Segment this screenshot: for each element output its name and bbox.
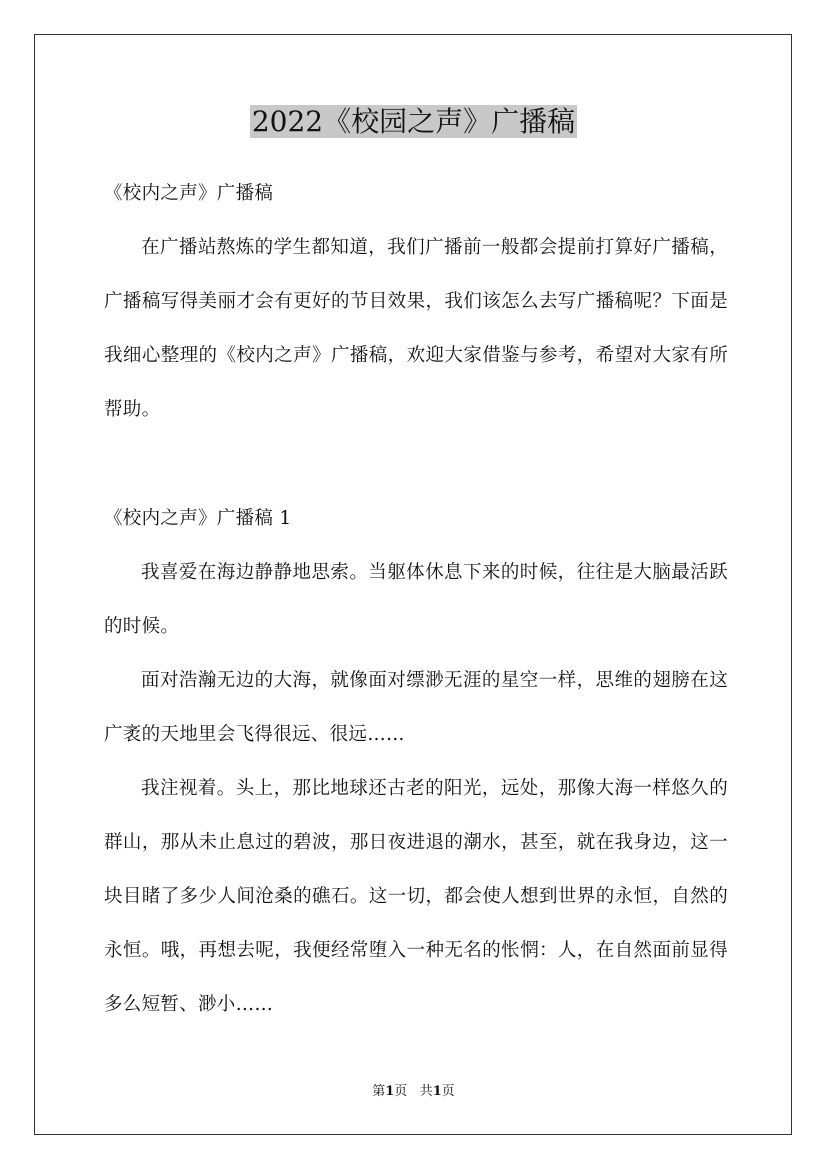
page-footer [0, 1083, 827, 1101]
total-prefix: 共 [419, 1084, 433, 1099]
intro-block [104, 167, 728, 437]
document-title-text: 2022《校园之声》广播稿 [251, 105, 576, 138]
body-paragraph: 面对浩瀚无边的大海，就像面对缥渺无涯的星空一样，思维的翅膀在这广袤的天地里会飞得很远、很远…… [104, 670, 728, 745]
intro-paragraph: 在广播站熬炼的学生都知道，我们广播前一般都会提前打算好广播稿，广播稿写得美丽才会有更好的节目效果，我们该怎么去写广播稿呢？下面是我细心整理的《校内之声》广播稿，欢迎大家借鉴与参考，希望对大家有所帮助。 [104, 237, 728, 420]
body-paragraph: 我注视着。头上，那比地球还古老的阳光，远处，那像大海一样悠久的群山，那从未止息过的碧波，那日夜进退的潮水，甚至，就在我身边，这一块目睹了多少人间沧桑的礁石。这一切，都会使人想到世界的永恒，自然的永恒。哦，再想去呢，我便经常堕入一种无名的怅惘：人，在自然面前显得多么短暂、渺小…… [104, 778, 728, 1015]
subheading: 《校内之声》广播稿 [104, 183, 274, 204]
section-block [104, 492, 728, 1032]
document-title [0, 98, 827, 146]
total-suffix: 页 [441, 1084, 455, 1099]
page-prefix: 第 [372, 1084, 386, 1099]
page-suffix: 页 [394, 1084, 408, 1099]
body-paragraph: 我喜爱在海边静静地思索。当躯体休息下来的时候，往往是大脑最活跃的时候。 [104, 562, 728, 637]
page-number: 1 [385, 1084, 395, 1099]
section-heading: 《校内之声》广播稿 1 [104, 508, 292, 529]
total-pages: 1 [432, 1084, 442, 1099]
